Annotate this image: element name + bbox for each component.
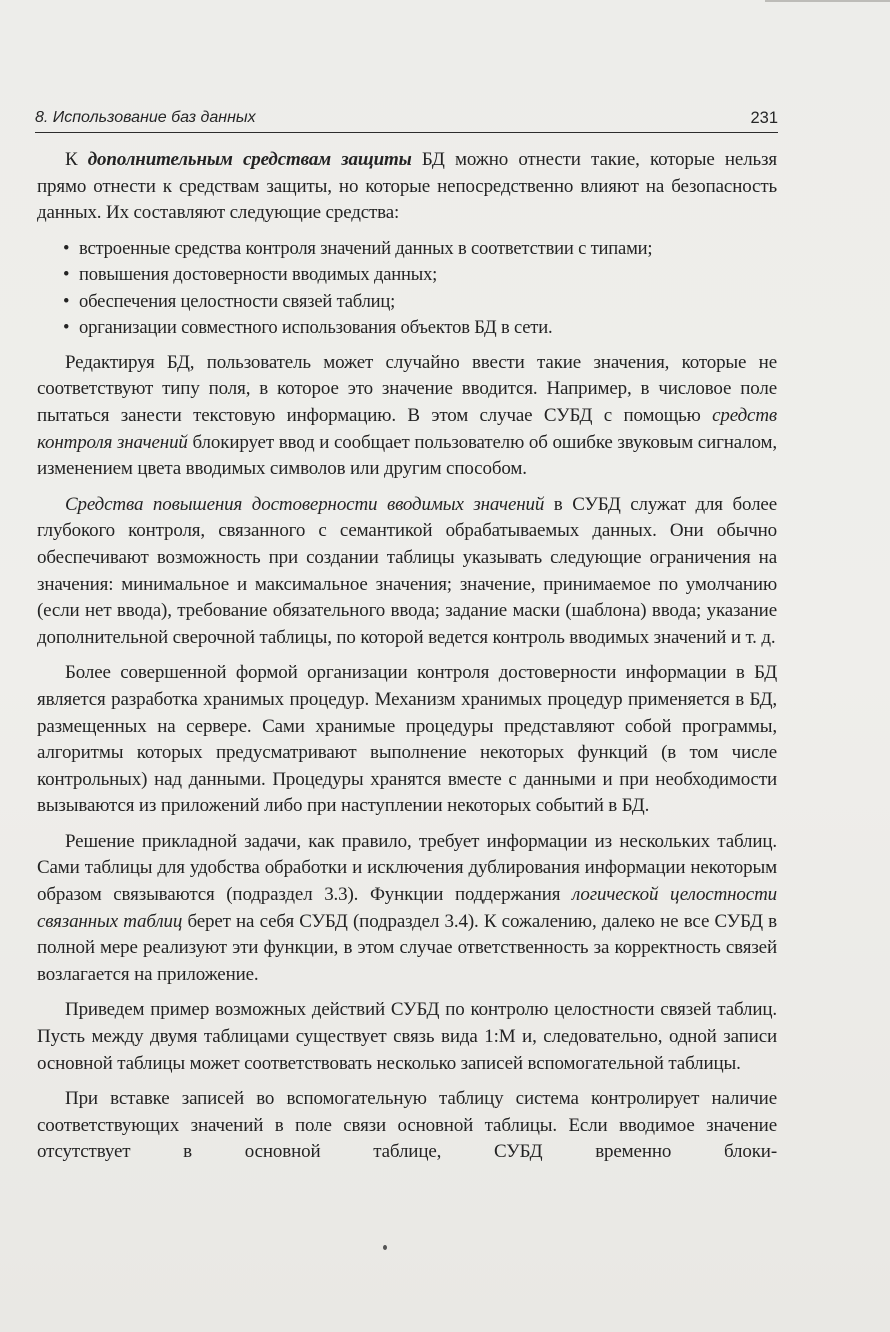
page-header: [35, 108, 778, 133]
term-value-control: средств контроля значений: [37, 404, 777, 453]
term-logical-integrity: логической целостности связанных таблиц: [37, 884, 777, 932]
bullet-icon: •: [63, 317, 70, 339]
paragraph-intro: [37, 147, 777, 227]
running-head: 8. Использование баз данных: [35, 109, 256, 126]
term-reliability: Средства повышения достоверности вводимых значений: [65, 493, 545, 515]
list-item: [63, 262, 777, 289]
paragraph-insert: [37, 1086, 777, 1166]
paragraph-rest: берет на себя СУБД (подраздел 3.4). К сожалению, далеко не все СУБД в полной мере реализуют эти функции, в этом случае ответственность за корректность связей возлагается на приложение.: [37, 910, 777, 985]
paragraph-integrity: [37, 829, 777, 989]
paragraph-text: Более совершенной формой организации контроля достоверности информации в БД является разработка хранимых процедур. Механизм хранимых процедур применяется в БД, размещенных на сервере. Сами хранимые процедуры представляют собой программы, алгоритмы которых предусматривают выполнение некоторых функций (в том числе контрольных) над данными. Процедуры хранятся вместе с данными и при необходимости вызываются из приложений либо при наступлении некоторых событий в БД.: [37, 662, 777, 817]
paragraph-text: При вставке записей во вспомогательную таблицу система контролирует наличие соответствующих значений в поле связи основной таблицы. Если вводимое значение отсутствует в основной таблице, СУБД временно блоки-: [37, 1088, 777, 1163]
paragraph-rest: в СУБД служат для более глубокого контроля, связанного с семантикой обрабатываемых данных. Они обычно обеспечивают возможность при создании таблицы указывать следующие ограничения на значения: минимальное и максимальное значения; значение, принимаемое по умолчанию (если нет ввода), требование обязательного ввода; задание маски (шаблона) ввода; указание дополнительной сверочной таблицы, по которой ведется контроль вводимых значений и т. д.: [37, 493, 777, 648]
paragraph-value-control: [37, 350, 777, 483]
body-text: [37, 147, 777, 1175]
paragraph-lead: Редактируя БД, пользователь может случайно ввести такие значения, которые не соответствуют типу поля, в которое это значение вводится. Например, в числовое поле пытаться занести текстовую информацию. В этом случае СУБД с помощью: [37, 351, 777, 426]
page-speck: [383, 1245, 387, 1250]
scan-edge-line: [765, 0, 890, 2]
page-number: 231: [750, 109, 778, 127]
list-item-text: повышения достоверности вводимых данных;: [79, 264, 438, 286]
list-item: [63, 289, 777, 316]
list-item-text: обеспечения целостности связей таблиц;: [79, 290, 396, 312]
paragraph-reliability: [37, 492, 777, 652]
list-item: [63, 236, 777, 263]
paragraph-text: Приведем пример возможных действий СУБД по контролю целостности связей таблиц. Пусть между двумя таблицами существует связь вида 1:М и, следовательно, одной записи основной таблицы может соответствовать несколько записей вспомогательной таблицы.: [37, 999, 777, 1074]
protection-means-list: [37, 236, 777, 342]
paragraph-example: [37, 997, 777, 1077]
term-additional-protection: дополнительным средствам защиты: [87, 149, 412, 170]
paragraph-lead: К: [65, 149, 88, 170]
list-item-text: организации совместного использования объектов БД в сети.: [79, 317, 553, 339]
paragraph-rest: блокирует ввод и сообщает пользователю об ошибке звуковым сигналом, изменением цвета вводимых символов или другим способом.: [37, 431, 778, 480]
list-item-text: встроенные средства контроля значений данных в соответствии с типами;: [79, 237, 653, 259]
bullet-icon: •: [63, 290, 70, 312]
paragraph-stored-procedures: [37, 660, 777, 820]
paragraph-lead: Решение прикладной задачи, как правило, требует информации из нескольких таблиц. Сами таблицы для удобства обработки и исключения дублирования информации некоторым образом связываются (подраздел 3.3). Функции поддержания: [37, 830, 777, 906]
bullet-icon: •: [63, 237, 70, 259]
list-item: [63, 315, 777, 342]
paragraph-rest: БД можно отнести такие, которые нельзя прямо отнести к средствам защиты, но которые непосредственно влияют на безопасность данных. Их составляют следующие средства:: [37, 149, 778, 224]
bullet-icon: •: [63, 264, 70, 286]
